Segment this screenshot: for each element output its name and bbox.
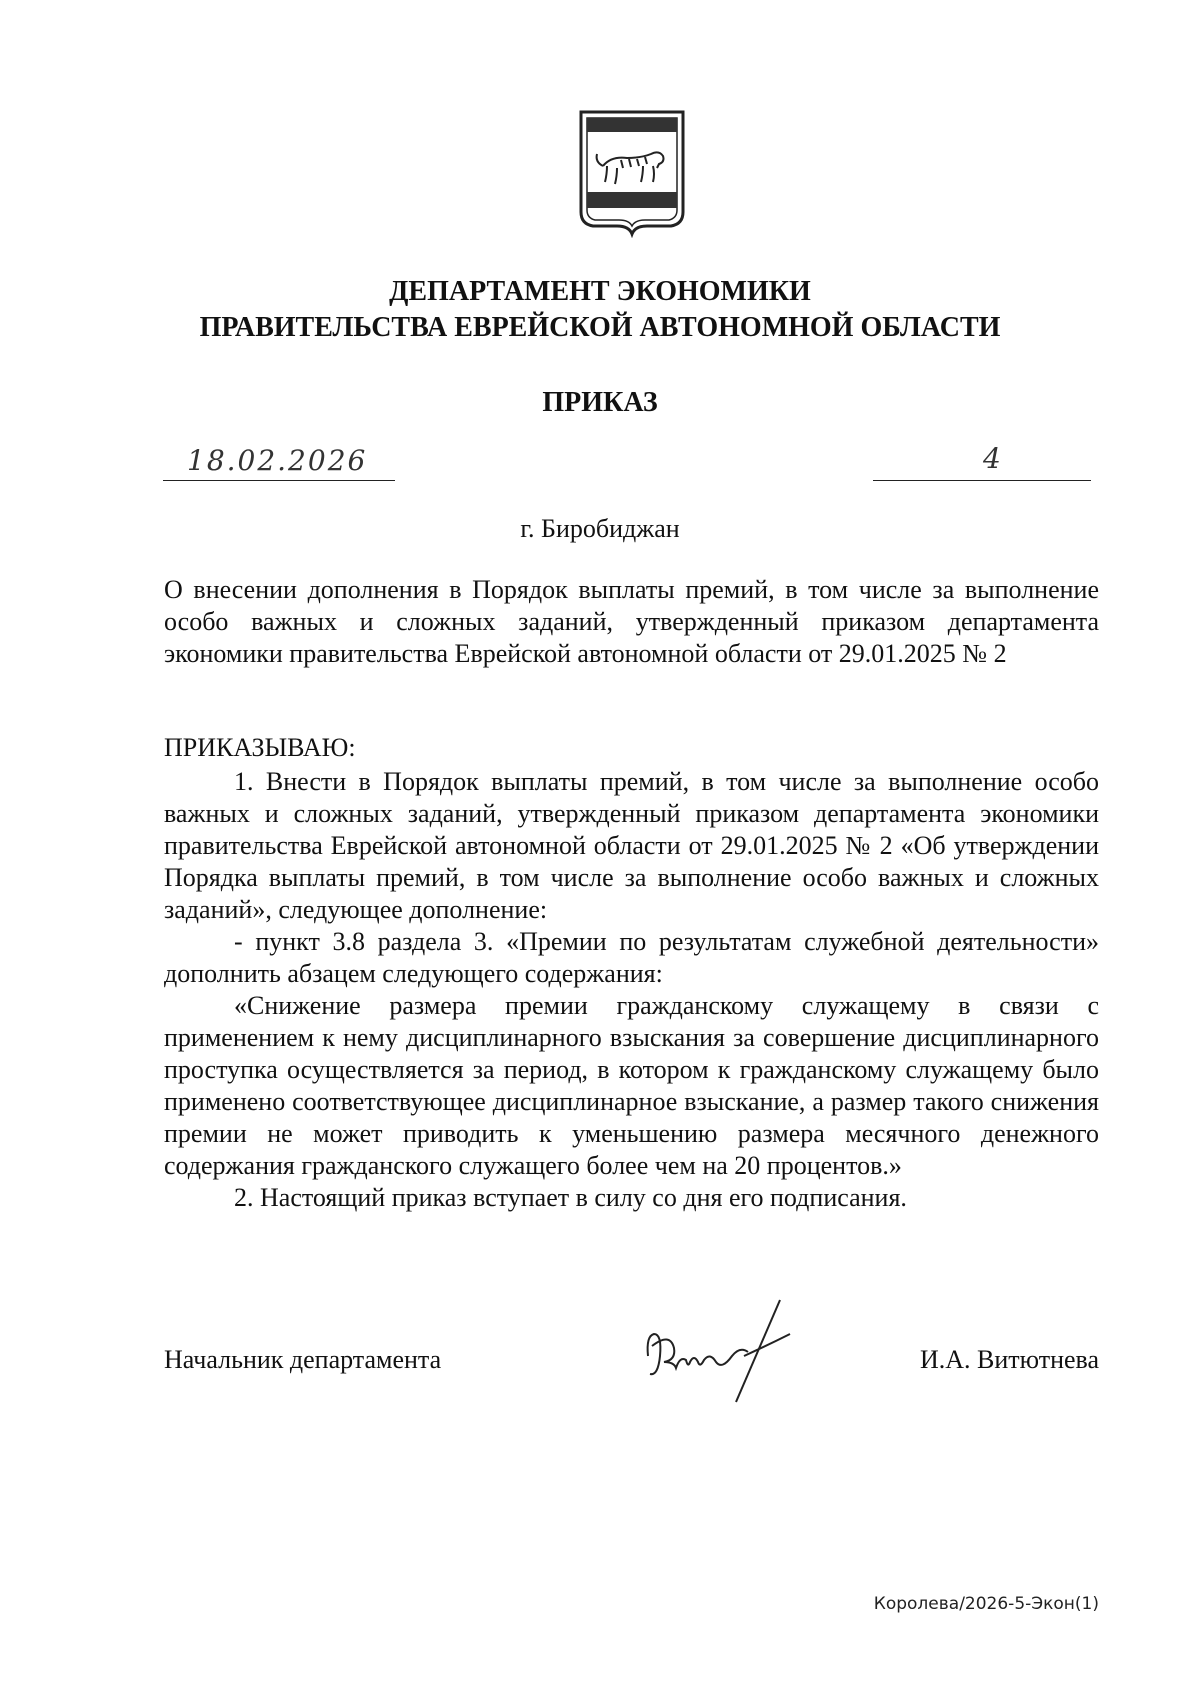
signature (640, 1296, 820, 1406)
organization-header (100, 274, 1100, 346)
footer-code: Королева/2026-5-Экон(1) (873, 1594, 1099, 1614)
organization-line-2: ПРАВИТЕЛЬСТВА ЕВРЕЙСКОЙ АВТОНОМНОЙ ОБЛАСТИ (199, 312, 1001, 343)
paragraph-3: «Снижение размера премии гражданскому служащему в связи с применением к нему дисциплинарного взыскания за совершение дисциплинарного проступка осуществляется за период, в котором к гражданскому служащему было применено соответствующее дисциплинарное взыскание, а размер такого снижения премии не может приводить к уменьшению размера месячного денежного содержания гражданского служащего более чем на 20 процентов.» (164, 991, 1099, 1180)
handwritten-date: 18.02.2026 (187, 444, 368, 477)
paragraph-1: 1. Внести в Порядок выплаты премий, в том числе за выполнение особо важных и сложных заданий, утвержденный приказом департамента экономики правительства Еврейской автономной области от 29.01.2025 № 2 «Об утверждении Порядка выплаты премий, в том числе за выполнение особо важных и сложных заданий», следующее дополнение: (164, 767, 1099, 924)
signatory-name: И.А. Витютнева (919, 1345, 1099, 1374)
number-field (873, 444, 1091, 481)
city: г. Биробиджан (520, 514, 680, 543)
paragraph-2: - пункт 3.8 раздела 3. «Премии по результатам служебной деятельности» дополнить абзацем следующего содержания: (164, 927, 1099, 988)
handwritten-number: 4 (983, 442, 1003, 475)
order-word: ПРИКАЗЫВАЮ: (164, 733, 356, 762)
document-type: ПРИКАЗ (542, 387, 658, 418)
signatory-position: Начальник департамента (164, 1345, 442, 1374)
date-field (163, 444, 395, 481)
document-body (164, 766, 1099, 1214)
tiger-emblem-icon (577, 108, 687, 238)
document-subject: О внесении дополнения в Порядок выплаты премий, в том числе за выполнение особо важных и сложных заданий, утвержденный приказом департамента экономики правительства Еврейской автономной области от 29.01.2025 № 2 (164, 575, 1099, 668)
paragraph-4: 2. Настоящий приказ вступает в силу со дня его подписания. (234, 1183, 907, 1212)
organization-line-1: ДЕПАРТАМЕНТ ЭКОНОМИКИ (389, 276, 811, 307)
